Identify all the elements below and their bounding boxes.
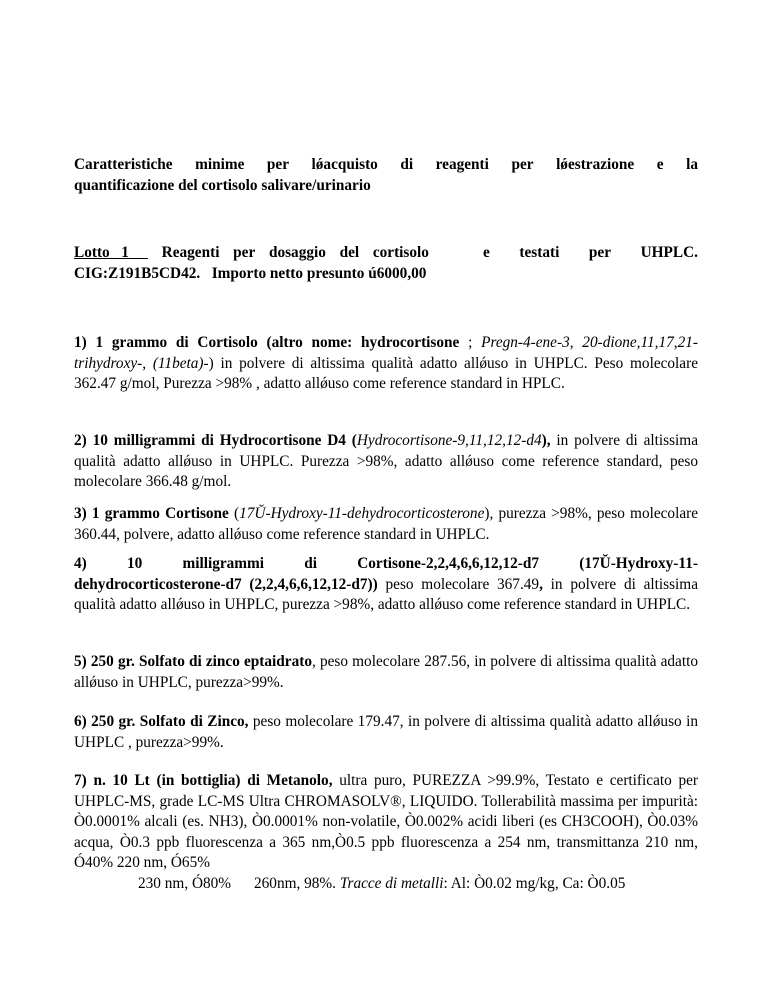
lotto-right-group	[483, 243, 698, 264]
lotto-block	[74, 243, 698, 284]
item-4-line-1: 4) 10 milligrammi di Cortisone-2,2,4,6,6,12,12-d7 (17Ŭ-Hydroxy-11-	[74, 555, 698, 572]
lotto-word: Reagenti	[161, 244, 220, 261]
heading-word: e	[656, 156, 664, 173]
lotto-word: per	[233, 244, 256, 261]
lotto-left-group	[74, 243, 429, 264]
lotto-word: per	[588, 244, 612, 261]
lotto-word: e	[483, 244, 490, 261]
lotto-word: cortisolo	[372, 244, 429, 261]
item-2: 2) 10 milligrammi di Hydrocortisone D4 (Hydrocortisone-9,11,12,12-d4), in polvere di altissima qualità adatto allǿuso in UHPLC. Purezza >98%, adatto allǿuso come reference standard, peso molecolare 366.48 g/mol.	[74, 432, 698, 490]
heading-word: la	[686, 156, 698, 173]
heading-word: reagenti	[435, 156, 489, 173]
item-1: 1) 1 grammo di Cortisolo (altro nome: hydrocortisone ; Pregn-4-ene-3, 20-dione,11,17,21-trihydroxy-, (11beta)-) in polvere di altissima qualità adatto allǿuso in UHPLC. Peso molecolare 362.47 g/mol, Purezza >98% , adatto allǿuso come reference standard in HPLC.	[74, 334, 698, 392]
item-7-last-line: 230 nm, Ó80% 260nm, 98%. Tracce di metalli: Al: Ò0.02 mg/kg, Ca: Ò0.05	[138, 874, 626, 892]
item-7-body: 7) n. 10 Lt (in bottiglia) di Metanolo, ultra puro, PUREZZA >99.9%, Testato e certificato per UHPLC-MS, grade LC-MS Ultra CHROMASOLV®, LIQUIDO. Tollerabilità massima per impurità: Ò0.0001% alcali (es. NH3), Ò0.0001% non-volatile, Ò0.002% acidi liberi (es CH3COOH), Ò0.03% acqua, Ò0.3 ppb fluorescenza a 365 nm,Ò0.5 ppb fluorescenza a 254 nm, transmittanza 210 nm, Ó40% 220 nm, Ó65%	[74, 772, 698, 871]
document-heading	[74, 155, 698, 196]
heading-text: quantificazione del cortisolo salivare/urinario	[74, 176, 371, 194]
lotto-word: testati	[519, 244, 560, 261]
heading-word: di	[400, 156, 414, 173]
lotto-word: UHPLC.	[640, 244, 698, 261]
heading-line-2	[74, 176, 698, 197]
lotto-word: del	[339, 244, 360, 261]
item-5: 5) 250 gr. Solfato di zinco eptaidrato, peso molecolare 287.56, in polvere di altissima qualità adatto allǿuso in UHPLC, purezza>99%.	[74, 653, 699, 691]
heading-line-1	[74, 155, 698, 176]
heading-word: per	[511, 156, 534, 173]
lotto-line-1	[74, 243, 698, 264]
importo-text: Importo netto presunto ú6000,00	[211, 264, 427, 282]
lotto-word: dosaggio	[268, 244, 326, 261]
heading-word: lǿestrazione	[556, 156, 635, 173]
heading-word: per	[266, 156, 289, 173]
item-4	[74, 554, 698, 616]
lotto-label: Lotto 1	[74, 244, 129, 261]
lotto-line-2	[74, 264, 698, 285]
heading-word: lǿacquisto	[311, 156, 378, 173]
item-3: 3) 1 grammo Cortisone (17Ŭ-Hydroxy-11-dehydrocorticosterone), purezza >98%, peso molecolare 360.44, polvere, adatto allǿuso come reference standard in UHPLC.	[74, 505, 698, 543]
item-7	[74, 771, 698, 894]
heading-word: minime	[195, 156, 245, 173]
cig-code: CIG:Z191B5CD42.	[74, 264, 201, 282]
heading-word: Caratteristiche	[74, 156, 173, 173]
item-6: 6) 250 gr. Solfato di Zinco, peso molecolare 179.47, in polvere di altissima qualità adatto allǿuso in UHPLC , purezza>99%.	[74, 713, 698, 751]
item-4-body: dehydrocorticosterone-d7 (2,2,4,6,6,12,12-d7)) peso molecolare 367.49, in polvere di altissima qualità adatto allǿuso in UHPLC, purezza >98%, adatto allǿuso come reference standard in UHPLC.	[74, 575, 698, 613]
